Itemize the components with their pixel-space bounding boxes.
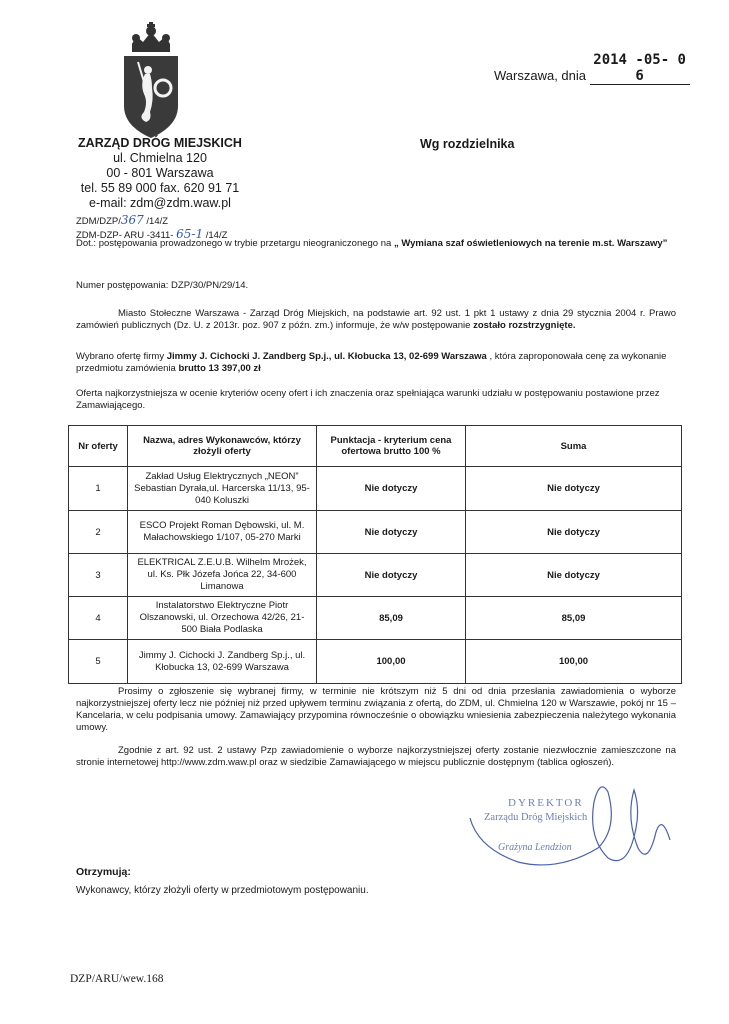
row-nr: 2 — [69, 511, 128, 554]
row-nr: 1 — [69, 467, 128, 511]
table-row — [69, 467, 682, 511]
table-row — [69, 511, 682, 554]
ref-1-suffix: /14/Z — [143, 216, 169, 227]
row-nr: 5 — [69, 640, 128, 684]
selected-text-2: , która zaproponowała cenę za wykonanie przedmiotu zamówienia — [76, 351, 667, 374]
date-stamp: 2014 -05- 0 6 — [590, 52, 690, 85]
paragraph-request: Prosimy o zgłoszenie się wybranej firmy, w terminie nie krótszym niż 5 dni od dnia przesłania zawiadomienia o wyborze najkorzystniejszej oferty lecz nie później niż przed upływem terminu związania z ofertą, do ZDM, ul. Chmielna 120 w Warszawie, pokój nr 15 – Kancelaria, w celu podpisania umowy. Zamawiający przypomina równocześnie o obowiązku wniesienia zabezpieczenia należytego wykonania umowy. — [76, 686, 676, 733]
office-name: ZARZĄD DRÓG MIEJSKICH — [78, 136, 242, 150]
subject-line — [76, 238, 676, 250]
row-score: Nie dotyczy — [317, 554, 466, 597]
offers-table — [68, 425, 682, 684]
header-sum: Suma — [466, 426, 682, 467]
row-score: 100,00 — [317, 640, 466, 684]
stamp-office: Zarządu Dróg Miejskich — [484, 812, 588, 823]
selected-price: brutto 13 397,00 zł — [178, 363, 261, 374]
row-contractor: ESCO Projekt Roman Dębowski, ul. M. Małachowskiego 1/107, 05-270 Marki — [128, 511, 317, 554]
ref-1-prefix: ZDM/DZP/ — [76, 216, 121, 227]
table-row — [69, 640, 682, 684]
office-phone: tel. 55 89 000 fax. 620 91 71 — [80, 181, 240, 195]
resolution-bold: zostało rozstrzygnięte. — [473, 320, 576, 331]
office-city: 00 - 801 Warszawa — [106, 166, 214, 180]
director-stamp-signature — [458, 778, 688, 888]
office-address-block — [70, 136, 250, 211]
row-contractor: Instalatorstwo Elektryczne Piotr Olszanowski, ul. Orzechowa 42/26, 21-500 Biała Podlaska — [128, 597, 317, 640]
ref-2-handwritten: 65-1 — [176, 227, 204, 241]
ref-line-1 — [76, 214, 227, 228]
paragraph-selected-offer — [76, 351, 676, 375]
recipient: Wg rozdzielnika — [420, 137, 515, 151]
place-and-date — [494, 52, 690, 85]
table-row — [69, 597, 682, 640]
recipients-list: Wykonawcy, którzy złożyli oferty w przedmiotowym postępowaniu. — [76, 885, 369, 896]
row-contractor: Zakład Usług Elektrycznych „NEON” Sebastian Dyrała,ul. Harcerska 11/13, 95-040 Koluszki — [128, 467, 317, 511]
office-email: e-mail: zdm@zdm.waw.pl — [89, 196, 231, 210]
row-sum: 85,09 — [466, 597, 682, 640]
ref-2-suffix: /14/Z — [203, 230, 228, 241]
row-sum: Nie dotyczy — [466, 467, 682, 511]
row-sum: Nie dotyczy — [466, 554, 682, 597]
resolution-text: Miasto Stołeczne Warszawa - Zarząd Dróg Miejskich, na podstawie art. 92 ust. 1 pkt 1 ustawy z dnia 29 stycznia 2004 r. Prawo zamówień publicznych (Dz. U. z 2013r. poz. 907 z późn. zm.) informuje, że w/w postępowanie — [76, 308, 676, 331]
recipients-heading: Otrzymują: — [76, 866, 131, 878]
selected-company: Jimmy J. Cichocki J. Zandberg Sp.j., ul. Kłobucka 13, 02-699 Warszawa — [166, 351, 487, 362]
row-score: 85,09 — [317, 597, 466, 640]
ref-2-prefix: ZDM-DZP- ARU -3411- — [76, 230, 177, 241]
stamp-title: DYREKTOR — [508, 797, 584, 809]
row-nr: 4 — [69, 597, 128, 640]
footer-reference: DZP/ARU/wew.168 — [70, 973, 164, 985]
procedure-number: Numer postępowania: DZP/30/PN/29/14. — [76, 280, 249, 291]
row-nr: 3 — [69, 554, 128, 597]
selected-text-1: Wybrano ofertę firmy — [76, 351, 167, 362]
row-score: Nie dotyczy — [317, 467, 466, 511]
place-date-label: Warszawa, dnia — [494, 68, 586, 83]
header-nr: Nr oferty — [69, 426, 128, 467]
table-row — [69, 554, 682, 597]
table-header-row — [69, 426, 682, 467]
paragraph-publication: Zgodnie z art. 92 ust. 2 ustawy Pzp zawiadomienie o wyborze najkorzystniejszej oferty zostanie niezwłocznie zamieszczone na stronie internetowej http://www.zdm.waw.pl oraz w siedzibie Zamawiającego w miejscu publicznie dostępnym (tablica ogłoszeń). — [76, 745, 676, 768]
stamp-name: Grażyna Lendzion — [498, 842, 572, 853]
row-contractor: ELEKTRICAL Z.E.U.B. Wilhelm Mrożek, ul. Ks. Płk Józefa Jońca 22, 34-600 Limanowa — [128, 554, 317, 597]
row-score: Nie dotyczy — [317, 511, 466, 554]
row-sum: 100,00 — [466, 640, 682, 684]
paragraph-best-offer: Oferta najkorzystniejsza w ocenie kryteriów oceny ofert i ich znaczenia oraz spełniająca warunki udziału w postępowaniu postawione przez Zamawiającego. — [76, 388, 660, 411]
ref-1-handwritten: 367 — [120, 213, 144, 227]
header-contractor: Nazwa, adres Wykonawców, którzy złożyli oferty — [128, 426, 317, 467]
subject-title: „ Wymiana szaf oświetleniowych na terenie m.st. Warszawy” — [393, 238, 668, 249]
paragraph-resolution — [76, 308, 676, 332]
office-street: ul. Chmielna 120 — [113, 151, 207, 165]
subject-prefix: Dot.: postępowania prowadzonego w trybie przetargu nieograniczonego na — [76, 238, 394, 249]
warsaw-coat-of-arms-emblem — [118, 22, 184, 140]
row-sum: Nie dotyczy — [466, 511, 682, 554]
row-contractor: Jimmy J. Cichocki J. Zandberg Sp.j., ul. Kłobucka 13, 02-699 Warszawa — [128, 640, 317, 684]
header-score: Punktacja - kryterium cena ofertowa brutto 100 % — [317, 426, 466, 467]
